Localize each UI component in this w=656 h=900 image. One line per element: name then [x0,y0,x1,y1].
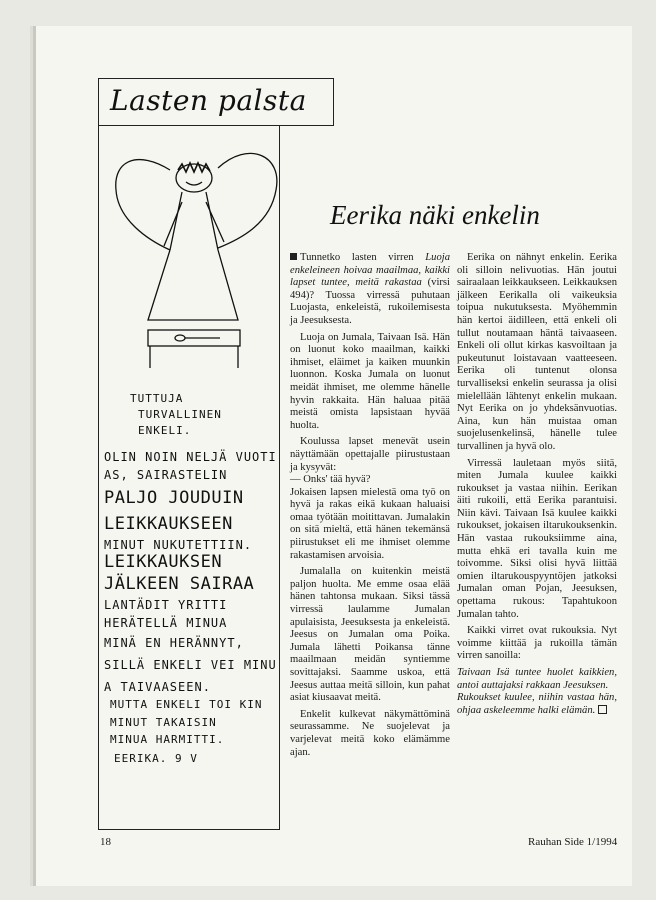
right-wing [218,153,277,248]
letter-line: MINÄ EN HERÄNNYT, [104,636,244,650]
drawing-caption-1: TUTTUJA [130,392,184,405]
end-square-icon [598,705,607,714]
letter-line: MINUA HARMITTI. [110,733,225,746]
hymn-verse: Rukoukset kuulee, niihin vastaa hän, ohjaa askeleemme halki elämän. [457,692,617,716]
column-title: Lasten palsta [110,84,307,117]
paragraph: Eerika on nähnyt enkelin. Eerika oli silloin nelivuotias. Hän joutui sairaalaan leikkaukseen. Leikkauksen jälkeen Eerikalla oli vaikeuksia toipua nukutuksesta. Myöhemmin hän kertoi äidilleen, että enkeli oli tullut noutamaan häntä taivaaseen. Enkeli oli ollut kirkas kasvoiltaan ja pukeutunut loistavaan vaatteeseen. Eerika oli tuntenut olonsa turvalliseksi enkelin seurassa ja olisi mielellään lähtenyt enkelin mukaan. Nyt Eerika on jo yhdeksänvuotias. Aina, kun hän muistaa oman suojelusenkelinsä, hänelle tulee turvallinen ja hyvä olo. [457,252,617,452]
dialog-line: — Onks' tää hyvä? [290,474,371,486]
article-headline: Eerika näki enkelin [330,200,540,230]
paragraph: Virressä lauletaan myös siitä, miten Jumala kuulee kaikki rukoukset ja vastaa niihin. Eerikan äiti rukoili, että Eerika parantuisi. Niin kävi. Taivaan Isä kuulee kaikki rukoukset, jokaisen iltarukouksenkin. Hän vastaa rukouksiimme aina, mutta ehkä eri tavalla kuin me toivomme. Siksi olisi hyvä liittää omien iltarukouspyyntöjen jatkoksi Jumalan oman Pojan, Jeesuksen, opettama rukous: Tapahtukoon Jumalan tahto. [457,457,617,620]
letter-line: PALJO JOUDUIN [104,488,244,508]
letter-signature: EERIKA. 9 V [114,752,198,765]
drawing-caption-3: ENKELI. [138,424,192,437]
article-column-1 [290,252,450,763]
paragraph: Luoja on Jumala, Taivaan Isä. Hän on luonut koko maailman, kaikki ihmiset, eläimet ja kaiken muunkin luonnon. Koska Jumala on luonut meidät ihmiset, me olemme hänelle hyvin rakkaita. Hän haluaa pitää meistä omista lapsistaan hyvää huolta. [290,331,450,431]
letter-line: LANTÄDIT YRITTI [104,598,228,612]
paragraph: Enkelit kulkevat näkymättöminä seurassamme. Ne suojelevat ja varjelevat meitä koko elämämme ajan. [290,708,450,758]
letter-line: LEIKKAUKSEN [104,552,223,572]
paragraph: Kaikki virret ovat rukouksia. Nyt voimme kiittää ja rukoilla tämän virren sanoilla: [457,625,617,662]
letter-line: AS, SAIRASTELIN [104,468,228,482]
paragraph: Jumalalla on kuitenkin meistä paljon huolta. Me emme osaa elää hänen tahtonsa mukaan. Siksi tässä virressä laulamme Jumalan apulaisista, Jeesuksesta ja enkeleistä. Jeesus on Jumalan oma Poika. Jumala lähetti Poikansa tänne maailmaan meidän syntiemme sovittajaksi. Saamme uskoa, että Jeesus auttaa meitä silloin, kun pahat asiat kiusaavat meitä. [290,566,450,704]
start-square-icon [290,253,297,260]
letter-line: OLIN NOIN NELJÄ VUOTI [104,450,277,464]
paragraph: Jokaisen lapsen mielestä oma työ on hyvä ja rakas eikä kukaan haluaisi omaa työtään moitittavan. Jumalakin on sitä mieltä, että hänen tekemänsä piirustukset eli me ihmiset olemme rakastamisen arvoisia. [290,486,450,561]
letter-line: MINUT NUKUTETTIIN. [104,538,253,552]
angel-drawing [108,130,278,390]
drawing-caption-2: TURVALLINEN [138,408,222,421]
page-number: 18 [100,836,111,848]
paragraph: Tunnetko lasten virren Luoja enkeleineen hoivaa maailmaa, kaikki lapset tuntee, meitä rakastaa (virsi 494)? Tuossa virressä puhutaan Luojasta, enkeleistä, rukoilemisesta ja Jeesuksesta. [290,252,450,326]
binding-edge [32,26,34,886]
letter-line: LEIKKAUKSEEN [104,514,233,534]
letter-line: SILLÄ ENKELI VEI MINU [104,658,277,672]
letter-line: MUTTA ENKELI TOI KIN [110,698,263,711]
angel-head [176,164,212,192]
letter-line: HERÄTELLÄ MINUA [104,616,228,630]
left-wing [116,160,170,250]
hymn-verse: Taivaan Isä tuntee huolet kaikkien, antoi auttajaksi rakkaan Jeesuksen. [457,667,617,691]
letter-line: MINUT TAKAISIN [110,716,217,729]
paragraph: Koulussa lapset menevät usein näyttämään opettajalle piirustustaan ja kysyvät: [290,436,450,473]
publication-footer: Rauhan Side 1/1994 [528,836,618,848]
article-column-2 [457,252,617,717]
letter-line: A TAIVAASEEN. [104,680,211,694]
letter-line: JÄLKEEN SAIRAA [104,574,255,594]
